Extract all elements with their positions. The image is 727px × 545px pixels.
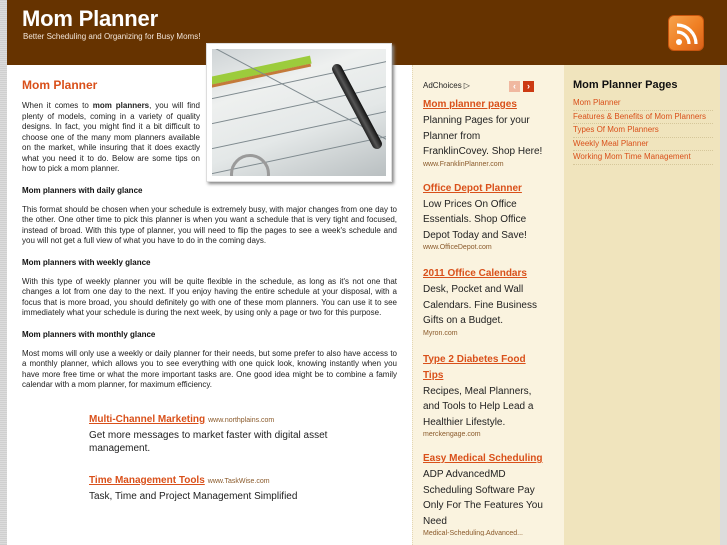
side-ad-url[interactable]: www.FranklinPlanner.com bbox=[423, 160, 504, 168]
side-ad-description: Desk, Pocket and Wall Calendars. Fine Business Gifts on a Budget. bbox=[423, 284, 537, 326]
ad-next-button[interactable]: › bbox=[523, 81, 534, 92]
side-ad-url[interactable]: Medical-Scheduling.Advanced... bbox=[423, 530, 524, 536]
sidebar-link-mom-planner[interactable]: Mom Planner bbox=[573, 97, 713, 111]
inline-ad bbox=[89, 470, 412, 503]
section-heading-daily: Mom planners with daily glance bbox=[22, 185, 143, 195]
article-title: Mom Planner bbox=[22, 78, 98, 92]
side-ad-title-link[interactable]: Type 2 Diabetes Food Tips bbox=[423, 353, 526, 381]
sidebar-link-weekly-meal-planner[interactable]: Weekly Meal Planner bbox=[573, 138, 713, 152]
sidebar-link-types[interactable]: Types Of Mom Planners bbox=[573, 124, 713, 138]
side-ad-title-link[interactable]: Easy Medical Scheduling bbox=[423, 453, 543, 464]
sidebar-links bbox=[573, 97, 713, 165]
page-left-gutter bbox=[0, 0, 7, 545]
ad-navigation bbox=[509, 81, 534, 92]
section-body-monthly: Most moms will only use a weekly or daily planner for their needs, but some prefer to also have access to a monthly planner, which allows you to see everything with one quick look, knowing instantly when you have more free time or what the more important tasks are. One good idea might be to combine a family calendar with a mom planner, for maximum efficiency. bbox=[22, 348, 397, 389]
ad-column bbox=[412, 65, 564, 545]
side-ad bbox=[423, 97, 548, 169]
side-ad-title-link[interactable]: Mom planner pages bbox=[423, 99, 517, 110]
section-body-weekly: With this type of weekly planner you will be quite flexible in the schedule, as long as it's not one that changes a lot from one day to the next. If you enjoy having the entire schedule at your disposal, with a focus that is more broad, you should definitely go with one of these mom planners. You can use it to see immediately what your schedule is during the next week, by using only a page or two for this purpose. bbox=[22, 276, 397, 317]
intro-bold-keyword: mom planners bbox=[92, 101, 150, 110]
sidebar-link-features-benefits[interactable]: Features & Benefits of Mom Planners bbox=[573, 111, 713, 125]
side-ad bbox=[423, 181, 548, 253]
page-right-edge bbox=[720, 65, 727, 545]
side-ad-url[interactable]: Myron.com bbox=[423, 329, 458, 337]
section-heading-weekly: Mom planners with weekly glance bbox=[22, 257, 151, 267]
intro-text: When it comes to bbox=[22, 101, 93, 110]
section-body-daily-text: This format should be chosen when your schedule is extremely busy, with major changes from one day to the other. One other time to pick this planner is when you want a schedule that is very tight and focused, instead of broad. With this type of planner, you will need to flip the pages to see a week's schedule and you will not get a full view of what you have to do in the coming days. bbox=[22, 204, 397, 245]
side-ad-url[interactable]: merckengage.com bbox=[423, 431, 481, 438]
section-heading-monthly: Mom planners with monthly glance bbox=[22, 329, 156, 339]
inline-ad-title-link[interactable]: Time Management Tools bbox=[89, 474, 205, 486]
side-ad bbox=[423, 266, 548, 338]
adchoices-link[interactable] bbox=[423, 81, 564, 90]
inline-ad-title-link[interactable]: Multi-Channel Marketing bbox=[89, 413, 206, 425]
pen-graphic bbox=[330, 62, 383, 151]
adchoices-label: AdChoices bbox=[423, 81, 462, 90]
rss-feed-icon bbox=[675, 22, 699, 46]
inline-ad-url[interactable]: www.northplains.com bbox=[208, 416, 275, 424]
article-photo bbox=[206, 43, 392, 182]
site-tagline: Better Scheduling and Organizing for Busy Moms! bbox=[23, 32, 201, 41]
inline-ad-description: Task, Time and Project Management Simplified bbox=[89, 490, 298, 502]
section-body-daily bbox=[22, 205, 397, 247]
site-title[interactable]: Mom Planner bbox=[22, 6, 158, 31]
adchoices-icon: ▷ bbox=[463, 81, 470, 90]
side-ad-title-link[interactable]: Office Depot Planner bbox=[423, 182, 522, 194]
inline-ads bbox=[22, 409, 412, 503]
rss-feed-button[interactable] bbox=[668, 15, 704, 51]
binder-ring-graphic bbox=[230, 154, 270, 176]
side-ad-description: Planning Pages for your Planner from FranklinCovey. Shop Here! bbox=[423, 115, 543, 157]
sidebar-link-working-mom[interactable]: Working Mom Time Management bbox=[573, 151, 713, 165]
intro-text-rest: , you will find plenty of models, coming in a variety of quality designs. In fact, you might find it a bit difficult to choose one of the many mom planners available on the market, while insuring that it does exactly what you need it to do. Below are some tips on how to pick a mom planner. bbox=[22, 101, 200, 173]
side-ad-description: ADP AdvancedMD Scheduling Software Pay Only For The Features You Need bbox=[423, 469, 543, 527]
side-ad-description: Recipes, Meal Planners, and Tools to Help Lead a Healthier Lifestyle. bbox=[423, 385, 534, 428]
sidebar bbox=[564, 65, 727, 545]
page bbox=[7, 0, 727, 545]
inline-ad bbox=[89, 409, 412, 455]
inline-ad-description: Get more messages to market faster with digital asset management. bbox=[89, 429, 328, 454]
inline-ad-url[interactable]: www.TaskWise.com bbox=[207, 477, 270, 485]
article-intro bbox=[22, 101, 200, 175]
side-ad bbox=[423, 451, 548, 536]
side-ad-title-link[interactable]: 2011 Office Calendars bbox=[423, 268, 527, 279]
side-ad-description: Low Prices On Office Essentials. Shop Office Depot Today and Save! bbox=[423, 198, 527, 241]
side-ad bbox=[423, 352, 548, 440]
planner-photo-image bbox=[212, 49, 386, 176]
ad-prev-button[interactable]: ‹ bbox=[509, 81, 520, 92]
side-ad-url[interactable]: www.OfficeDepot.com bbox=[423, 244, 492, 251]
sidebar-title: Mom Planner Pages bbox=[573, 79, 678, 91]
